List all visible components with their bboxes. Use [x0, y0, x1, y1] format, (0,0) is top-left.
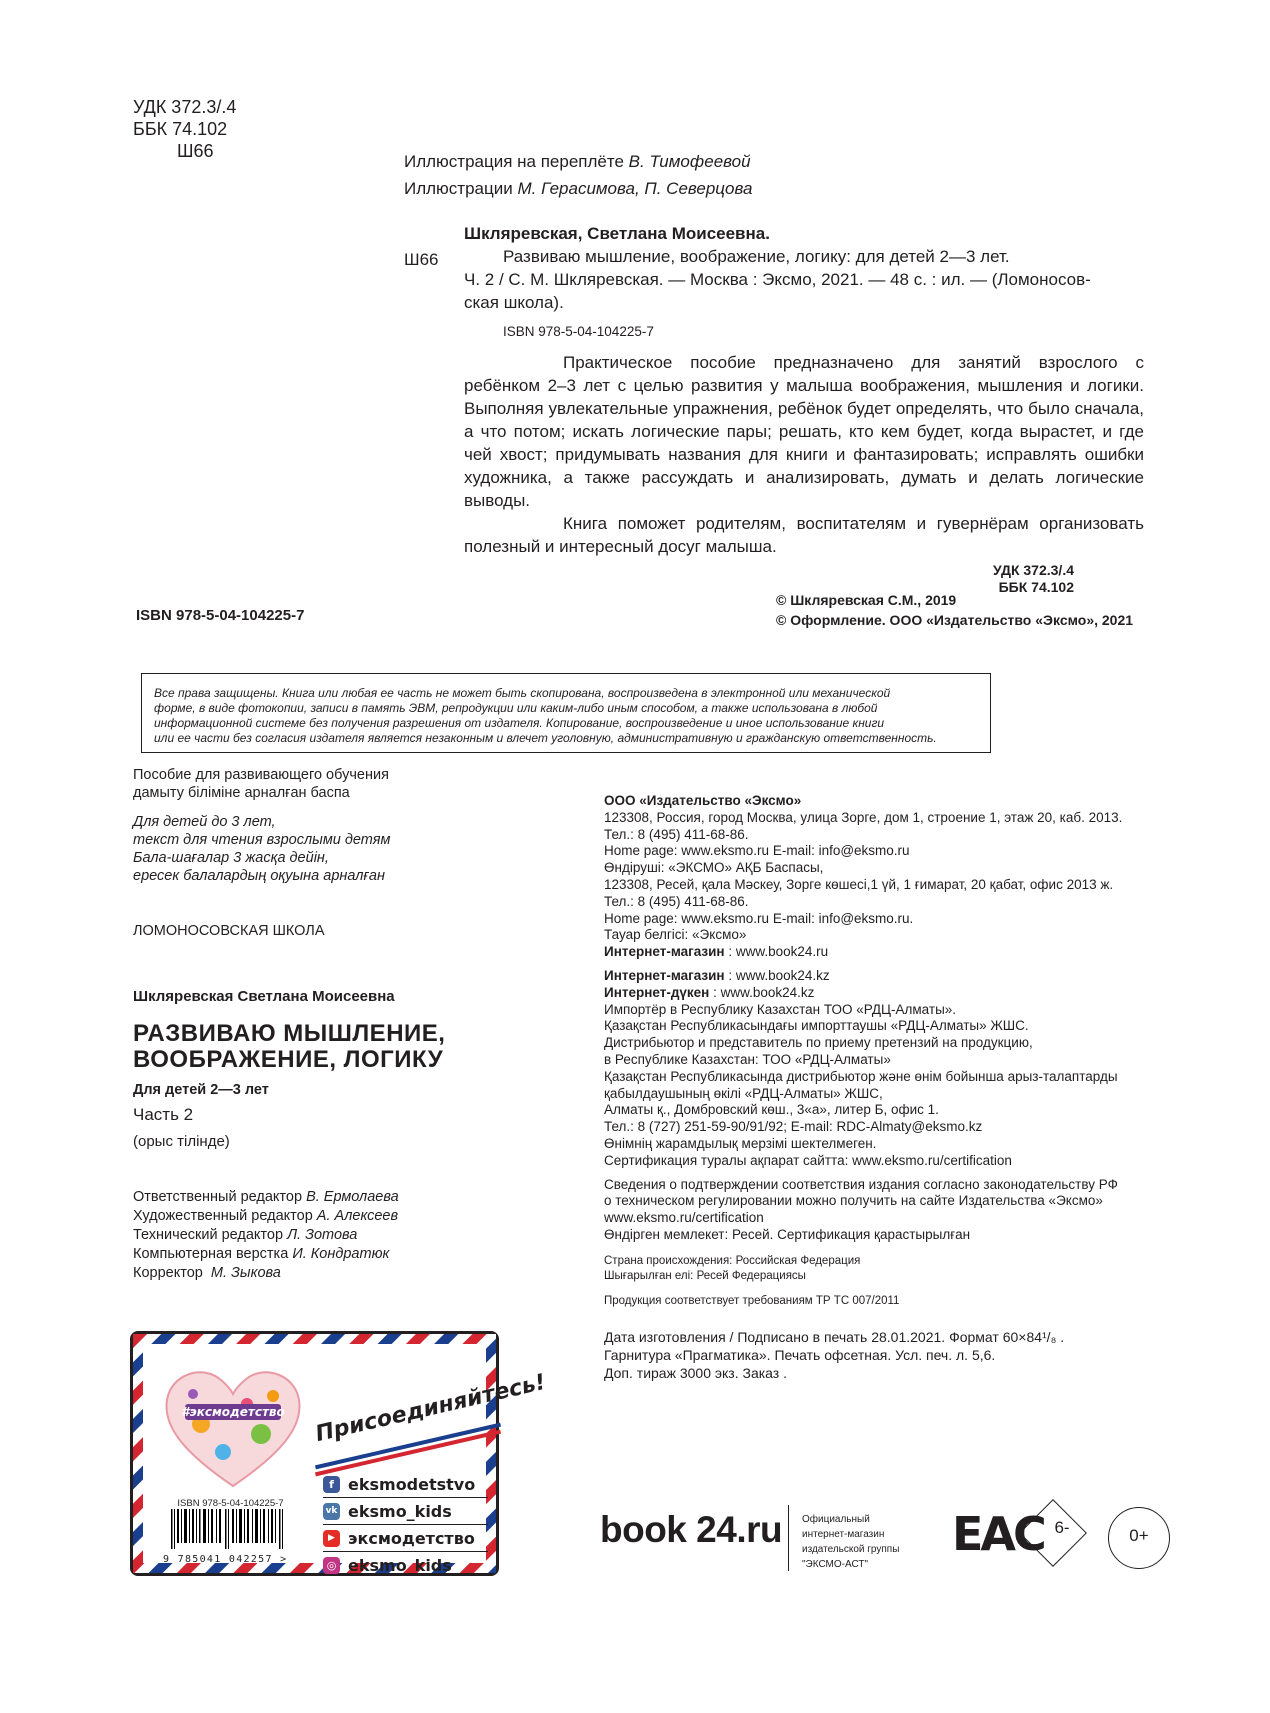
entry-bbk: ББК 74.102 [998, 579, 1074, 595]
purpose-note [133, 766, 389, 802]
online-shop-kz-kazakh: Интернет-дүкен : www.book24.kz [604, 984, 815, 1000]
rights-line: Все права защищены. Книга или любая ее часть не может быть скопирована, воспроизведена в электронной или механической [154, 686, 891, 700]
entry-title-line: Развиваю мышление, воображение, логику: для детей 2—3 лет. [503, 247, 1010, 266]
copyright [776, 590, 1133, 630]
cover-illustration-artist: В. Тимофеевой [628, 152, 751, 171]
staff-line: Художественный редактор А. Алексеев [133, 1208, 399, 1224]
online-shop-kz: Интернет-магазин : www.book24.kz [604, 967, 830, 983]
print-info [604, 1328, 1064, 1382]
compliance-note: Продукция соответствует требованиям ТР ТС 007/2011 [604, 1294, 900, 1307]
age-mark: 6- [1054, 1518, 1070, 1537]
publisher-line: Home page: www.eksmo.ru E-mail: info@eksmo.ru [604, 843, 910, 859]
divider [788, 1505, 789, 1571]
certification-line: Өндірген мемлекет: Ресей. Сертификация қарастырылған [604, 1226, 971, 1242]
print-info-line: Гарнитура «Прагматика». Печать офсетная. Усл. печ. л. 5,6. [604, 1347, 996, 1363]
barcode [163, 1496, 298, 1566]
inner-illustration-artists: М. Герасимова, П. Северцова [517, 179, 753, 198]
entry-title-line: Ч. 2 / С. М. Шкляревская. — Москва : Эксмо, 2021. — 48 с. : ил. — (Ломоносов- [464, 270, 1091, 289]
rights-line: форме, в виде фотокопии, записи в память ЭВМ, репродукции или каким-либо иным способом, а также использована в любой [154, 701, 878, 715]
udk-header [133, 96, 236, 162]
importer-line: қабылдаушының өкілі «РДЦ-Алматы» ЖШС, [604, 1085, 883, 1101]
certification-line: Сведения о подтверждении соответствия издания согласно законодательству РФ [604, 1176, 1118, 1192]
book-title [133, 1021, 445, 1073]
rights-line: информационной системе без получения разрешения от издателя. Копирование, воспроизведение и иное использование книги [154, 716, 885, 730]
age-note [133, 813, 390, 885]
importer-line: Қазақстан Республикасындағы импорттаушы «РДЦ-Алматы» ЖШС. [604, 1018, 1029, 1034]
rights-line: или ее части без согласия издателя является незаконным и влечет уголовную, административную и гражданскую ответственность. [154, 731, 937, 745]
origin-country: Страна происхождения: Российская Федерация [604, 1254, 861, 1267]
social-youtube[interactable]: ▶ эксмодетство [323, 1525, 488, 1552]
age-note-line: Бала-шағалар 3 жасқа дейін, [133, 850, 329, 866]
print-info-line: Доп. тираж 3000 экз. Заказ . [604, 1365, 788, 1381]
entry-title-line: ская школа). [464, 293, 564, 312]
importer-line: Қазақстан Республикасында дистрибьютор және өнім бойынша арыз-талаптарды [604, 1068, 1118, 1084]
social-links [323, 1471, 488, 1578]
book-title-line: ВООБРАЖЕНИЕ, ЛОГИКУ [133, 1046, 444, 1073]
author-name: Шкляревская Светлана Моисеевна [133, 988, 395, 1005]
join-heading: Присоединяйтесь! [313, 1369, 549, 1448]
importer-line: Дистрибьютор и представитель по приему претензий на продукцию, [604, 1035, 1033, 1051]
social-facebook[interactable]: f eksmodetstvo [323, 1471, 488, 1498]
certification-line: о техническом регулировании можно получить на сайте Издательства «Эксмо» [604, 1193, 1103, 1209]
bbk-code: ББК 74.102 [133, 119, 228, 139]
importer-line: Алматы қ., Домбровский көш., 3«а», литер Б, офис 1. [604, 1102, 939, 1118]
print-info-line: Дата изготовления / Подписано в печать 28.01.2021. Формат 60×84¹/₈ . [604, 1329, 1065, 1345]
copyright-design: © Оформление. ООО «Издательство «Эксмо», 2021 [776, 612, 1134, 628]
importer-line: Тел.: 8 (727) 251-59-90/91/92; E-mail: RDC-Almaty@eksmo.kz [604, 1119, 983, 1135]
cover-illustration-credit [404, 152, 751, 172]
heart-illustration [163, 1364, 303, 1492]
part-number: Часть 2 [133, 1105, 194, 1124]
bibliographic-entry [404, 222, 1144, 596]
entry-isbn: ISBN 978-5-04-104225-7 [503, 324, 654, 339]
entry-abstract: Практическое пособие предназначено для занятий взрослого с ребёнком 2–3 лет с целью развития у малыша воображения, мышления и логики. Выполняя увлекательные упражнения, ребёнок будет определять, что было сначала, а что потом; искать логические пары; решать, кто кем будет, когда вырастет, и где чей хвост; придумывать названия для книги и фантазировать; исправлять ошибки художника, а также рассуждать и анализировать, думать и делать логические выводы. [464, 353, 1144, 510]
language-note: (орыс тілінде) [133, 1133, 230, 1150]
age-range: Для детей 2—3 лет [133, 1082, 269, 1098]
inner-illustration-credit [404, 179, 752, 199]
stamp-content [143, 1344, 549, 1575]
rights-notice [141, 673, 991, 753]
purpose-line: дамыту біліміне арналған баспа [133, 785, 350, 801]
entry-abstract-2: Книга поможет родителям, воспитателям и гувернёрам организовать полезный и интересный досуг малыша. [464, 514, 1144, 556]
youtube-icon: ▶ [323, 1530, 340, 1547]
publisher-line: 123308, Ресей, қала Мәскеу, Зорге көшесі,1 үй, 1 ғимарат, 20 қабат, офис 2013 ж. [604, 876, 1114, 892]
barcode-isbn: ISBN 978-5-04-104225-7 [177, 1498, 284, 1509]
vk-icon: vk [323, 1503, 340, 1520]
cover-illustration-label: Иллюстрация на переплёте [404, 152, 624, 171]
hashtag: #эксмодетство [181, 1405, 285, 1419]
importer-line: в Республике Казахстан: ТОО «РДЦ-Алматы» [604, 1051, 891, 1067]
origin-country-kz: Шығарылған елі: Ресей Федерациясы [604, 1269, 806, 1282]
age-rating: 0+ [1129, 1526, 1149, 1545]
isbn: ISBN 978-5-04-104225-7 [136, 607, 305, 624]
barcode-digits: 9 785041 042257 > [163, 1554, 288, 1565]
udk-code: УДК 372.3/.4 [133, 97, 237, 117]
publisher-line: Өндіруші: «ЭКСМО» АҚБ Баспасы, [604, 860, 824, 876]
age-note-line: текст для чтения взрослыми детям [133, 832, 391, 848]
entry-udk: УДК 372.3/.4 [992, 562, 1074, 578]
staff-line: Корректор М. Зыкова [133, 1265, 281, 1281]
staff-line: Ответственный редактор В. Ермолаева [133, 1189, 399, 1205]
importer-line: Өнімнің жарамдылық мерзімі шектелмеген. [604, 1135, 877, 1151]
author-mark: Ш66 [177, 141, 214, 161]
inner-illustration-label: Иллюстрации [404, 179, 513, 198]
publisher-line: Тауар белгісі: «Эксмо» [604, 927, 747, 943]
publisher-line: Тел.: 8 (495) 411-68-86. [604, 826, 749, 842]
publisher-line: 123308, Россия, город Москва, улица Зорге, дом 1, строение 1, этаж 20, каб. 2013. [604, 809, 1123, 825]
official-shop-note: Официальный интернет-магазин издательской группы "ЭКСМО-АСТ" [802, 1514, 900, 1570]
promo-stamp [130, 1331, 549, 1576]
entry-code: Ш66 [404, 250, 439, 269]
publisher-info [604, 793, 1164, 1309]
staff-line: Технический редактор Л. Зотова [133, 1227, 358, 1243]
publisher-line: Home page: www.eksmo.ru E-mail: info@eksmo.ru. [604, 910, 914, 926]
staff-credits [133, 1188, 399, 1283]
social-vk[interactable]: vk eksmo_kids [323, 1498, 488, 1525]
purpose-line: Пособие для развивающего обучения [133, 767, 389, 783]
book-title-line: РАЗВИВАЮ МЫШЛЕНИЕ, [133, 1020, 446, 1047]
book24-logo[interactable]: book 24.ru [600, 1509, 783, 1550]
entry-author: Шкляревская, Светлана Моисеевна. [464, 224, 770, 243]
instagram-icon: ◎ [323, 1557, 340, 1574]
copyright-author: © Шкляревская С.М., 2019 [776, 592, 957, 608]
age-note-line: ересек балалардың оқуына арналған [133, 868, 385, 884]
staff-line: Компьютерная верстка И. Кондратюк [133, 1246, 390, 1262]
series-name: ЛОМОНОСОВСКАЯ ШКОЛА [133, 923, 325, 939]
barcode-bars [163, 1509, 298, 1549]
importer-line: Сертификация туралы ақпарат сайтта: www.eksmo.ru/certification [604, 1152, 1012, 1168]
eac-mark: EAC [952, 1507, 1044, 1561]
entry-description [464, 245, 1144, 314]
certification-line: www.eksmo.ru/certification [604, 1210, 764, 1226]
publisher-name: ООО «Издательство «Эксмо» [604, 793, 802, 808]
importer-line: Импортёр в Республику Казахстан ТОО «РДЦ-Алматы». [604, 1001, 957, 1017]
age-note-line: Для детей до 3 лет, [133, 814, 276, 830]
online-shop-ru: Интернет-магазин : www.book24.ru [604, 944, 829, 960]
facebook-icon: f [323, 1476, 340, 1493]
publisher-line: Тел.: 8 (495) 411-68-86. [604, 893, 749, 909]
social-instagram[interactable]: ◎ eksmo_kids [323, 1552, 488, 1578]
